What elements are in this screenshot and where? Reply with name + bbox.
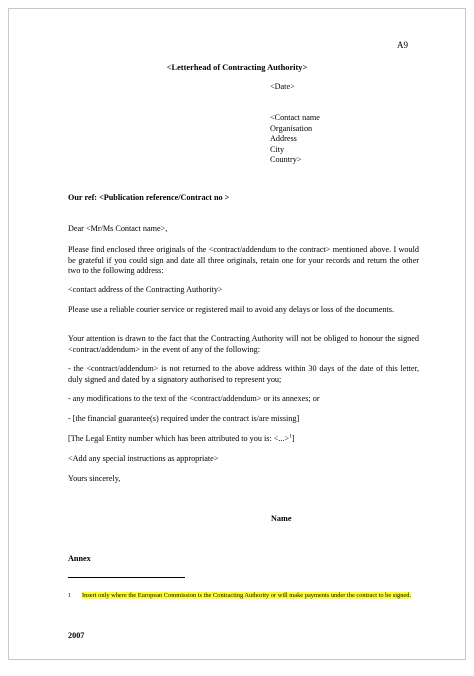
condition-item-guarantee: - [the financial guarantee(s) required under the contract is/are missing]: [68, 414, 300, 423]
paragraph-courier: Please use a reliable courier service or registered mail to avoid any delays or loss of the documents.: [68, 305, 395, 314]
recipient-line: Country>: [270, 155, 302, 165]
special-instructions-placeholder: <Add any special instructions as appropriate>: [68, 454, 219, 463]
recipient-line: City: [270, 144, 285, 154]
recipient-address: [270, 113, 320, 166]
recipient-line: Address: [270, 134, 297, 144]
legal-entity-line: [68, 434, 419, 445]
footnote-number: 1: [68, 593, 71, 599]
salutation: Dear <Mr/Ms Contact name>,: [68, 224, 168, 233]
our-reference: Our ref: <Publication reference/Contract no >: [68, 193, 230, 202]
footnote-reference: 1: [289, 433, 292, 440]
condition-item-return: - the <contract/addendum> is not returned to the above address within 30 days of the date of this letter, duly signed and dated by a signatory authorised to represent you;: [68, 364, 419, 384]
recipient-line: <Contact name: [270, 113, 320, 122]
annex-heading: Annex: [68, 554, 91, 563]
signature-name: Name: [271, 514, 292, 523]
letter-page: [8, 8, 466, 660]
footnote-separator: [68, 577, 185, 578]
letterhead-placeholder: <Letterhead of Contracting Authority>: [166, 63, 308, 72]
annex-code: A9: [397, 40, 408, 50]
closing: Yours sincerely,: [68, 474, 121, 483]
footer-year: 2007: [68, 631, 85, 640]
date-placeholder: <Date>: [270, 82, 295, 91]
legal-entity-text: [The Legal Entity number which has been attributed to you is: <...>: [68, 434, 290, 443]
footnote-highlighted-text: Insert only where the European Commission is the Contracting Authority or will make payments under the contract to be signed.: [82, 592, 412, 599]
contact-address-placeholder: <contact address of the Contracting Authority>: [68, 285, 223, 294]
footnote-text: [82, 592, 422, 601]
recipient-line: Organisation: [270, 123, 313, 133]
paragraph-enclosed-originals: Please find enclosed three originals of the <contract/addendum to the contract> mentioned above. I would be grateful if you could sign and date all three originals, retain one for your records and return the other two to the following address:: [68, 245, 419, 276]
paragraph-attention: Your attention is drawn to the fact that the Contracting Authority will not be obliged to honour the signed <contract/addendum> in the event of any of the following:: [68, 334, 419, 354]
legal-entity-close: ]: [291, 434, 295, 443]
condition-item-modifications: - any modifications to the text of the <contract/addendum> or its annexes; or: [68, 394, 320, 403]
